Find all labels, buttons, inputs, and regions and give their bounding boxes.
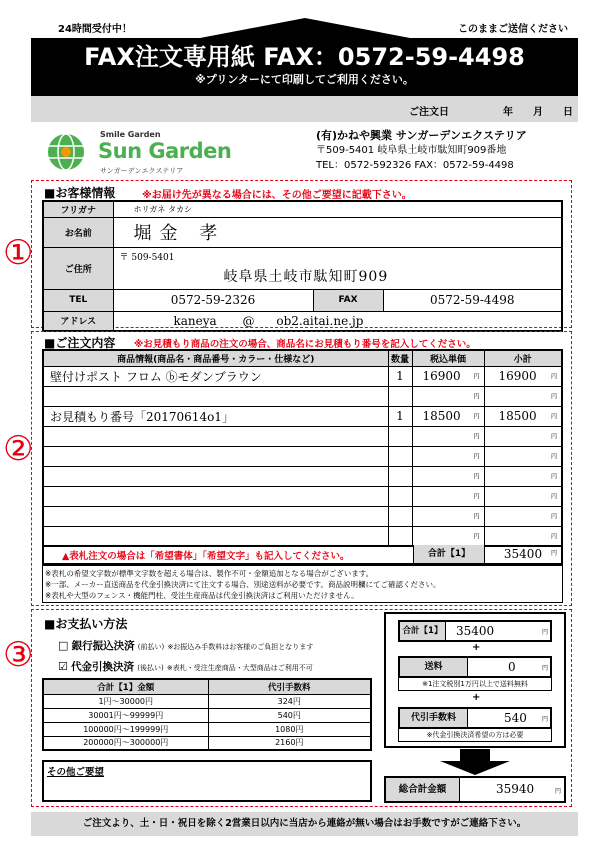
cod-fee-label: 代引手数料 [400,709,468,727]
fee-range-cell: 1円～30000円 [43,694,208,708]
order-note-1: ※表札の希望文字数が標準文字数を超える場合は、製作不可・金額追加となる場合がございます。 [45,569,374,578]
yen-unit: 円 [473,413,480,421]
zip-value: 〒 509-5401 [119,252,175,263]
shipping-yen: 円 [541,665,548,672]
order-product-cell[interactable] [43,466,388,486]
furigana-label: フリガナ [43,201,113,217]
fee-fee-cell: 1080円 [208,722,371,736]
order-subtotal-cell[interactable] [484,466,562,486]
yen-unit: 円 [473,433,480,441]
order-price-value: 18500 [422,409,461,423]
fee-fee-cell: 540円 [208,708,371,722]
table-row [43,722,371,736]
cod-note: ※表札・受注生産商品・大型商品はご利用不可 [166,664,313,672]
order-qty-cell[interactable] [388,466,412,486]
furigana-field[interactable] [113,201,562,217]
email-field[interactable] [113,311,562,331]
col-price-header: 税込単価 [412,350,484,366]
order-date-month: 月 [533,107,543,118]
order-product-value: お見積もり番号「20170614o1」 [50,409,234,424]
order-price-cell[interactable] [412,406,484,426]
order-qty-cell[interactable] [388,366,412,386]
yen-unit: 円 [473,393,480,401]
order-date-year: 年 [503,107,513,118]
shipping-row [398,656,552,678]
cod-fee-value: 540 [504,711,527,725]
header-arrow-icon [200,18,410,38]
company-contact: TEL：0572-592326 FAX：0572-59-4498 [316,160,514,171]
summary-total-row [398,620,552,642]
order-subtotal-cell[interactable] [484,386,562,406]
order-product-value: 壁付けポスト フロム ⓑモダンブラウン [50,369,262,384]
yen-unit: 円 [473,513,480,521]
fee-range-cell: 30001円～99999円 [43,708,208,722]
table-row [43,486,562,506]
yen-unit: 円 [473,473,480,481]
order-total-label: 合計【1】 [413,545,485,563]
order-subtotal-value: 18500 [498,409,537,423]
fee-header-fee: 代引手数料 [208,679,371,694]
grand-total-label: 総合計金額 [386,778,460,801]
cod-label: 代金引換決済 [71,661,135,673]
furigana-value: ホリガネ タカシ [133,204,192,214]
order-price-cell[interactable] [412,446,484,466]
logo-main-text: Sun Garden [98,139,232,163]
cod-checkbox[interactable]: ☑ [58,660,68,673]
order-qty-cell[interactable] [388,426,412,446]
payment-section-title: ■お支払い方法 [44,617,128,631]
plus-sign-1: + [472,642,481,653]
table-row [43,406,562,426]
name-label: お名前 [43,217,113,247]
yen-unit: 円 [550,473,557,481]
section-3-number: ③ [3,635,34,675]
order-subtotal-cell[interactable] [484,406,562,426]
shipping-label: 送料 [400,658,468,676]
footer-notice: ご注文より、土・日・祝日を除く2営業日以内に当店から連絡が無い場合はお手数ですがご連絡下さい。 [31,812,578,836]
order-notes [42,565,563,603]
order-qty-cell[interactable] [388,526,412,546]
order-product-cell[interactable] [43,486,388,506]
table-row [43,694,371,708]
yen-unit: 円 [550,373,557,381]
order-section-note: ※お見積もり商品の注文の場合、商品名にお見積もり番号を記入してください。 [134,339,476,350]
cod-fee-table [42,678,372,751]
globe-logo-icon [44,132,88,172]
email-label: アドレス [43,311,113,331]
logo-kana-text: サンガーデンエクステリア [100,167,184,175]
order-subtotal-cell[interactable] [484,526,562,546]
col-product-header: 商品情報(商品名・商品番号・カラー・仕様など) [43,350,388,366]
table-row [43,506,562,526]
order-subtotal-cell[interactable] [484,426,562,446]
order-price-cell[interactable] [412,506,484,526]
order-total-row [42,545,563,565]
bank-checkbox[interactable]: □ [58,639,69,652]
order-price-cell[interactable] [412,366,484,386]
fee-range-cell: 200000円～300000円 [43,736,208,750]
fee-fee-cell: 324円 [208,694,371,708]
cod-fee-row [398,707,552,729]
order-qty-cell[interactable] [388,446,412,466]
yen-unit: 円 [550,513,557,521]
yen-unit: 円 [473,453,480,461]
order-qty-value: 1 [396,409,404,423]
tel-label: TEL [43,289,113,311]
yen-unit: 円 [473,373,480,381]
fee-fee-cell: 2160円 [208,736,371,750]
order-subtotal-cell[interactable] [484,506,562,526]
order-price-cell[interactable] [412,386,484,406]
order-product-cell[interactable] [43,506,388,526]
address-value: 岐阜県土岐市駄知町909 [223,268,389,285]
top-right-text: このままご送信ください [458,24,568,35]
yen-unit: 円 [550,393,557,401]
company-name: (有)かねや興業 サンガーデンエクステリア [316,129,527,142]
grand-total-yen: 円 [554,788,561,795]
email-domain: ob2.aitai.ne.jp [276,313,364,328]
company-info [316,128,566,173]
order-total-yen: 円 [550,550,557,557]
email-at: @ [242,313,255,328]
plus-sign-2: + [472,692,481,703]
order-total-amount: 35400 [503,547,543,561]
top-left-text: 24時間受付中！ [58,24,132,35]
order-product-cell[interactable] [43,446,388,466]
yen-unit: 円 [550,413,557,421]
down-arrow-icon [440,749,510,775]
cod-small: (後払い) [137,664,164,672]
customer-section-note: ※お届け先が異なる場合には、その他ご要望に記載下さい。 [142,190,412,201]
order-qty-cell[interactable] [388,506,412,526]
table-row [43,426,562,446]
name-field[interactable] [113,217,562,247]
table-row [43,526,562,546]
table-row [43,708,371,722]
section-1-number: ① [3,233,34,273]
order-qty-cell[interactable] [388,406,412,426]
order-date-bar [31,96,578,122]
address-label: ご住所 [43,247,113,289]
order-subtotal-cell[interactable] [484,446,562,466]
order-price-cell[interactable] [412,426,484,446]
bank-transfer-option[interactable] [58,638,313,653]
grand-total-row [384,776,566,803]
yen-unit: 円 [473,533,480,541]
email-user: kaneya [173,313,217,328]
customer-table [42,200,563,332]
cod-fee-yen: 円 [541,716,548,723]
logo [44,130,254,176]
order-qty-cell[interactable] [388,486,412,506]
order-price-cell[interactable] [412,526,484,546]
bank-label: 銀行振込決済 [71,640,135,652]
order-subtotal-value: 16900 [498,369,537,383]
order-product-cell[interactable] [43,406,388,426]
fee-range-cell: 100000円～199999円 [43,722,208,736]
yen-unit: 円 [550,453,557,461]
yen-unit: 円 [473,493,480,501]
fax-field[interactable] [383,289,562,311]
company-address: 〒509-5401 岐阜県土岐市駄知町909番地 [316,145,507,156]
order-qty-value: 1 [396,369,404,383]
order-subtotal-cell[interactable] [484,486,562,506]
order-total-value [485,545,561,563]
address-field[interactable] [113,247,562,289]
yen-unit: 円 [550,493,557,501]
customer-section-title: ■お客様情報 [44,186,116,200]
nameplate-warning: ▲表札注文の場合は「希望書体」「希望文字」も記入してください。 [62,551,350,562]
table-row [43,366,562,386]
shipping-value: 0 [508,660,516,674]
order-product-cell[interactable] [43,426,388,446]
bank-small: (前払い) [137,643,165,651]
summary-total-yen: 円 [541,629,548,636]
tel-value: 0572-59-2326 [170,293,256,307]
name-value: 堀金 孝 [133,223,226,244]
fax-value: 0572-59-4498 [430,293,515,307]
col-subtotal-header: 小計 [484,350,562,366]
fax-label: FAX [313,289,383,311]
yen-unit: 円 [550,433,557,441]
summary-total-value: 35400 [456,624,495,638]
grand-total-value: 35940 [496,782,535,796]
order-section-title: ■ご注文内容 [44,336,116,350]
header-title: FAX注文専用紙 FAX：0572-59-4498 [84,43,525,71]
fee-header-amount: 合計【1】金額 [43,679,208,694]
bank-note: ※お振込み手数料はお客様のご負担となります [167,643,314,651]
yen-unit: 円 [550,533,557,541]
header-banner [31,38,578,96]
order-table [42,349,563,547]
order-qty-cell[interactable] [388,386,412,406]
cod-fee-note: ※代金引換決済希望の方は必要 [398,729,552,742]
order-price-value: 16900 [422,369,461,383]
order-product-cell[interactable] [43,386,388,406]
order-date-label: ご注文日 [409,107,449,118]
order-product-cell[interactable] [43,366,388,386]
order-product-cell[interactable] [43,526,388,546]
order-note-2: ※一部、メーカー直送商品を代金引換決済にて注文する場合、別途送料が必要です。商品説明欄にてご確認ください。 [45,580,441,589]
shipping-note: ※1注文税別1万円以上で送料無料 [398,678,552,691]
cod-option[interactable] [58,659,313,674]
table-row [43,386,562,406]
table-row [43,736,371,750]
tel-field[interactable] [113,289,313,311]
other-requests-label: その他ご要望 [47,767,105,778]
header-subtitle: ※プリンターにて印刷してご利用ください。 [195,73,414,86]
order-subtotal-cell[interactable] [484,366,562,386]
order-price-cell[interactable] [412,466,484,486]
summary-total-label: 合計【1】 [400,622,446,640]
section-2-number: ② [3,429,34,469]
col-qty-header: 数量 [388,350,412,366]
table-row [43,466,562,486]
logo-top-text: Smile Garden [100,130,161,139]
order-date-day: 日 [563,107,573,118]
table-row [43,446,562,466]
other-requests-box[interactable] [42,760,372,802]
order-note-3: ※表札や大型のフェンス・機能門柱、受注生産商品は代金引換決済はご利用いただけません。 [45,591,359,600]
order-price-cell[interactable] [412,486,484,506]
